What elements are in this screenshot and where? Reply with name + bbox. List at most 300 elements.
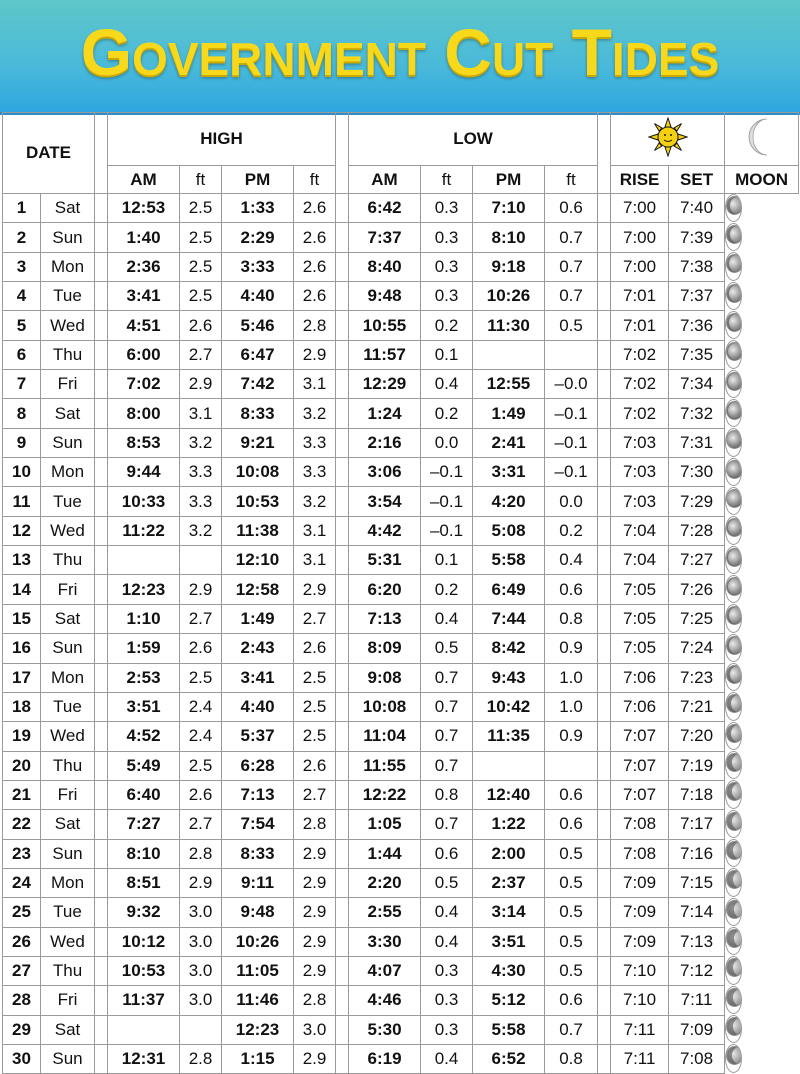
column-gap xyxy=(336,604,349,633)
high-am-time: 9:32 xyxy=(108,898,180,927)
column-gap xyxy=(95,487,108,516)
low-pm-height: 0.5 xyxy=(545,868,598,897)
low-pm-height: 0.7 xyxy=(545,223,598,252)
day-name: Wed xyxy=(41,722,95,751)
day-number: 26 xyxy=(3,927,41,956)
table-row xyxy=(3,751,799,780)
high-am-height: 2.5 xyxy=(180,252,222,281)
moon-phase-icon xyxy=(726,841,742,860)
low-pm-time: 4:30 xyxy=(473,956,545,985)
sunset-time: 7:27 xyxy=(669,546,725,575)
moon-phase-icon xyxy=(726,313,742,332)
column-gap xyxy=(95,311,108,340)
high-am-height: 2.7 xyxy=(180,340,222,369)
low-am-time: 8:40 xyxy=(349,252,421,281)
high-pm-time: 6:28 xyxy=(222,751,294,780)
table-row xyxy=(3,546,799,575)
low-pm-time: 3:31 xyxy=(473,458,545,487)
sunrise-time: 7:09 xyxy=(611,927,669,956)
sunset-time: 7:29 xyxy=(669,487,725,516)
low-am-height: 0.7 xyxy=(421,692,473,721)
column-gap xyxy=(95,282,108,311)
column-gap xyxy=(95,722,108,751)
low-am-height: 0.0 xyxy=(421,428,473,457)
low-am-height: 0.4 xyxy=(421,604,473,633)
sunrise-time: 7:04 xyxy=(611,516,669,545)
low-am-time: 5:31 xyxy=(349,546,421,575)
column-gap xyxy=(95,663,108,692)
set-header: SET xyxy=(669,166,725,194)
high-pm-height: 3.1 xyxy=(294,370,336,399)
sunset-time: 7:26 xyxy=(669,575,725,604)
tide-rows xyxy=(3,194,799,1074)
low-am-height: 0.2 xyxy=(421,575,473,604)
high-pm-time: 12:58 xyxy=(222,575,294,604)
low-am-height: 0.7 xyxy=(421,751,473,780)
low-am-height: 0.4 xyxy=(421,927,473,956)
low-pm-time: 3:14 xyxy=(473,898,545,927)
table-row xyxy=(3,780,799,809)
sunrise-time: 7:05 xyxy=(611,575,669,604)
high-am-time: 10:33 xyxy=(108,487,180,516)
column-gap xyxy=(598,340,611,369)
column-gap xyxy=(598,516,611,545)
sunset-time: 7:38 xyxy=(669,252,725,281)
high-pm-time: 7:13 xyxy=(222,780,294,809)
column-gap xyxy=(95,458,108,487)
day-number: 19 xyxy=(3,722,41,751)
moon-phase-icon xyxy=(726,753,742,772)
day-number: 30 xyxy=(3,1044,41,1073)
moon-phase xyxy=(725,927,742,955)
low-pm-height xyxy=(545,751,598,780)
day-name: Tue xyxy=(41,487,95,516)
high-am-time: 3:51 xyxy=(108,692,180,721)
table-row xyxy=(3,663,799,692)
sunrise-time: 7:07 xyxy=(611,751,669,780)
high-am-time: 11:37 xyxy=(108,986,180,1015)
column-gap xyxy=(95,1044,108,1073)
high-pm-height: 2.8 xyxy=(294,986,336,1015)
high-am-time xyxy=(108,546,180,575)
low-am-height: 0.1 xyxy=(421,340,473,369)
day-number: 20 xyxy=(3,751,41,780)
day-number: 13 xyxy=(3,546,41,575)
day-name: Sat xyxy=(41,399,95,428)
table-row xyxy=(3,340,799,369)
column-gap xyxy=(336,722,349,751)
high-pm-height: 2.5 xyxy=(294,722,336,751)
sunset-time: 7:30 xyxy=(669,458,725,487)
high-am-header: AM xyxy=(108,166,180,194)
low-am-height: 0.7 xyxy=(421,722,473,751)
high-am-height: 3.0 xyxy=(180,898,222,927)
day-number: 17 xyxy=(3,663,41,692)
column-gap xyxy=(336,340,349,369)
high-am-height: 3.3 xyxy=(180,487,222,516)
day-number: 6 xyxy=(3,340,41,369)
moon-phase-icon xyxy=(726,929,742,948)
low-pm-time: 5:58 xyxy=(473,546,545,575)
day-number: 21 xyxy=(3,780,41,809)
low-pm-time xyxy=(473,751,545,780)
high-pm-ft-header: ft xyxy=(294,166,336,194)
table-row xyxy=(3,223,799,252)
sunrise-time: 7:00 xyxy=(611,194,669,223)
high-pm-height: 2.9 xyxy=(294,956,336,985)
high-am-time: 6:00 xyxy=(108,340,180,369)
sun-icon xyxy=(648,117,688,162)
low-am-height: 0.5 xyxy=(421,868,473,897)
low-am-height: 0.8 xyxy=(421,780,473,809)
high-pm-height: 2.9 xyxy=(294,868,336,897)
column-gap xyxy=(598,986,611,1015)
high-am-height: 2.4 xyxy=(180,722,222,751)
low-am-height: 0.3 xyxy=(421,986,473,1015)
high-am-time: 6:40 xyxy=(108,780,180,809)
low-pm-time: 8:42 xyxy=(473,634,545,663)
high-am-time: 1:40 xyxy=(108,223,180,252)
low-am-time: 1:05 xyxy=(349,810,421,839)
high-pm-height: 3.1 xyxy=(294,546,336,575)
high-am-time: 12:53 xyxy=(108,194,180,223)
column-gap xyxy=(336,692,349,721)
moon-phase-icon xyxy=(726,430,742,449)
high-pm-height: 3.3 xyxy=(294,428,336,457)
table-row xyxy=(3,956,799,985)
low-pm-height: –0.0 xyxy=(545,370,598,399)
low-am-time: 4:46 xyxy=(349,986,421,1015)
moon-phase xyxy=(725,1015,742,1043)
low-am-height: 0.7 xyxy=(421,810,473,839)
sunset-time: 7:08 xyxy=(669,1044,725,1073)
low-am-time: 8:09 xyxy=(349,634,421,663)
high-am-height xyxy=(180,546,222,575)
high-pm-time: 10:08 xyxy=(222,458,294,487)
day-number: 23 xyxy=(3,839,41,868)
column-gap xyxy=(95,252,108,281)
moon-header-image xyxy=(725,113,799,166)
moon-phase xyxy=(725,839,742,867)
day-name: Fri xyxy=(41,780,95,809)
low-pm-time: 2:00 xyxy=(473,839,545,868)
day-name: Sun xyxy=(41,428,95,457)
high-am-height: 2.5 xyxy=(180,751,222,780)
column-gap xyxy=(598,663,611,692)
low-pm-height: 0.0 xyxy=(545,487,598,516)
low-pm-time: 8:10 xyxy=(473,223,545,252)
low-pm-height: 0.7 xyxy=(545,282,598,311)
moon-phase-icon xyxy=(726,372,742,391)
low-pm-height: 0.7 xyxy=(545,252,598,281)
moon-phase-icon xyxy=(726,548,742,567)
low-pm-height: 0.5 xyxy=(545,839,598,868)
high-pm-time: 10:26 xyxy=(222,927,294,956)
day-name: Thu xyxy=(41,546,95,575)
low-pm-height: 0.7 xyxy=(545,1015,598,1044)
day-number: 5 xyxy=(3,311,41,340)
table-row xyxy=(3,986,799,1015)
moon-phase xyxy=(725,223,742,251)
low-pm-time: 9:18 xyxy=(473,252,545,281)
day-name: Wed xyxy=(41,927,95,956)
column-gap xyxy=(95,956,108,985)
column-gap xyxy=(336,898,349,927)
column-gap xyxy=(95,780,108,809)
moon-phase xyxy=(725,428,742,456)
moon-phase xyxy=(725,194,742,222)
column-gap xyxy=(336,839,349,868)
table-row xyxy=(3,692,799,721)
column-gap xyxy=(336,986,349,1015)
column-gap xyxy=(336,311,349,340)
low-pm-time: 5:08 xyxy=(473,516,545,545)
high-am-height xyxy=(180,1015,222,1044)
day-name: Sat xyxy=(41,194,95,223)
sunset-time: 7:40 xyxy=(669,194,725,223)
column-gap xyxy=(598,458,611,487)
sunset-time: 7:12 xyxy=(669,956,725,985)
table-row xyxy=(3,370,799,399)
day-number: 2 xyxy=(3,223,41,252)
column-gap xyxy=(598,604,611,633)
low-pm-height: 1.0 xyxy=(545,692,598,721)
moon-phase-icon xyxy=(726,988,742,1007)
high-pm-height: 3.3 xyxy=(294,458,336,487)
sunrise-time: 7:07 xyxy=(611,780,669,809)
low-am-time: 9:08 xyxy=(349,663,421,692)
low-am-time: 11:55 xyxy=(349,751,421,780)
column-gap xyxy=(336,634,349,663)
sunrise-time: 7:01 xyxy=(611,282,669,311)
sunrise-time: 7:11 xyxy=(611,1044,669,1073)
low-am-time: 9:48 xyxy=(349,282,421,311)
sunset-time: 7:25 xyxy=(669,604,725,633)
low-pm-ft-header: ft xyxy=(545,166,598,194)
moon-phase xyxy=(725,399,742,427)
moon-phase xyxy=(725,868,742,896)
day-name: Sun xyxy=(41,634,95,663)
sunset-time: 7:15 xyxy=(669,868,725,897)
high-am-time: 4:52 xyxy=(108,722,180,751)
low-pm-height: –0.1 xyxy=(545,399,598,428)
day-name: Mon xyxy=(41,458,95,487)
high-am-time: 7:02 xyxy=(108,370,180,399)
high-am-height: 2.7 xyxy=(180,810,222,839)
high-pm-time: 2:29 xyxy=(222,223,294,252)
column-gap xyxy=(598,956,611,985)
sunrise-time: 7:08 xyxy=(611,810,669,839)
low-pm-height: 0.6 xyxy=(545,194,598,223)
sunset-time: 7:16 xyxy=(669,839,725,868)
high-am-height: 3.1 xyxy=(180,399,222,428)
moon-phase-icon xyxy=(726,489,742,508)
low-am-height: 0.3 xyxy=(421,1015,473,1044)
date-header: DATE xyxy=(3,113,95,194)
day-name: Mon xyxy=(41,252,95,281)
column-gap xyxy=(598,223,611,252)
low-pm-height: –0.1 xyxy=(545,458,598,487)
column-gap xyxy=(95,113,108,194)
high-am-height: 2.9 xyxy=(180,868,222,897)
day-name: Wed xyxy=(41,516,95,545)
column-gap xyxy=(598,780,611,809)
sunset-time: 7:19 xyxy=(669,751,725,780)
column-gap xyxy=(598,927,611,956)
moon-header: MOON xyxy=(725,166,799,194)
column-gap xyxy=(95,810,108,839)
high-am-time xyxy=(108,1015,180,1044)
sunrise-time: 7:01 xyxy=(611,311,669,340)
moon-phase-icon xyxy=(726,225,742,244)
low-pm-time: 1:49 xyxy=(473,399,545,428)
moon-phase xyxy=(725,898,742,926)
low-pm-height xyxy=(545,340,598,369)
moon-phase-icon xyxy=(726,694,742,713)
day-number: 24 xyxy=(3,868,41,897)
day-name: Sat xyxy=(41,810,95,839)
high-am-height: 2.4 xyxy=(180,692,222,721)
moon-phase-icon xyxy=(726,196,742,215)
day-number: 27 xyxy=(3,956,41,985)
sunset-time: 7:34 xyxy=(669,370,725,399)
high-pm-time: 7:54 xyxy=(222,810,294,839)
sunrise-time: 7:00 xyxy=(611,223,669,252)
day-number: 25 xyxy=(3,898,41,927)
column-gap xyxy=(598,311,611,340)
high-pm-height: 2.9 xyxy=(294,839,336,868)
sunrise-time: 7:00 xyxy=(611,252,669,281)
low-am-time: 7:13 xyxy=(349,604,421,633)
sunset-time: 7:32 xyxy=(669,399,725,428)
low-pm-time: 1:22 xyxy=(473,810,545,839)
moon-phase-icon xyxy=(726,518,742,537)
high-pm-time: 12:23 xyxy=(222,1015,294,1044)
moon-phase-icon xyxy=(726,958,742,977)
moon-phase xyxy=(725,751,742,779)
low-am-height: –0.1 xyxy=(421,458,473,487)
column-gap xyxy=(598,839,611,868)
high-pm-time: 6:47 xyxy=(222,340,294,369)
day-number: 16 xyxy=(3,634,41,663)
column-gap xyxy=(336,428,349,457)
low-pm-height: 0.6 xyxy=(545,780,598,809)
high-am-height: 2.5 xyxy=(180,663,222,692)
column-gap xyxy=(336,399,349,428)
low-am-time: 3:30 xyxy=(349,927,421,956)
table-row xyxy=(3,575,799,604)
column-gap xyxy=(95,1015,108,1044)
sunset-time: 7:36 xyxy=(669,311,725,340)
high-pm-time: 12:10 xyxy=(222,546,294,575)
high-header: HIGH xyxy=(108,113,336,166)
low-pm-time: 10:42 xyxy=(473,692,545,721)
low-am-height: 0.4 xyxy=(421,1044,473,1073)
low-pm-time: 2:37 xyxy=(473,868,545,897)
high-pm-time: 9:21 xyxy=(222,428,294,457)
day-number: 4 xyxy=(3,282,41,311)
high-pm-header: PM xyxy=(222,166,294,194)
low-am-time: 11:04 xyxy=(349,722,421,751)
high-pm-height: 2.7 xyxy=(294,780,336,809)
moon-phase-icon xyxy=(726,460,742,479)
low-am-time: 1:24 xyxy=(349,399,421,428)
sunrise-time: 7:09 xyxy=(611,868,669,897)
low-am-height: 0.3 xyxy=(421,194,473,223)
sunset-time: 7:24 xyxy=(669,634,725,663)
moon-phase-icon xyxy=(726,782,742,801)
low-pm-time: 12:55 xyxy=(473,370,545,399)
low-pm-height: 0.9 xyxy=(545,634,598,663)
low-am-height: 0.6 xyxy=(421,839,473,868)
low-am-height: 0.4 xyxy=(421,370,473,399)
moon-phase-icon xyxy=(726,1017,742,1036)
title-banner xyxy=(0,0,800,115)
sunset-time: 7:13 xyxy=(669,927,725,956)
sunrise-time: 7:02 xyxy=(611,340,669,369)
moon-phase xyxy=(725,634,742,662)
table-row xyxy=(3,898,799,927)
column-gap xyxy=(336,370,349,399)
high-pm-height: 2.9 xyxy=(294,927,336,956)
low-pm-time: 5:12 xyxy=(473,986,545,1015)
column-gap xyxy=(336,575,349,604)
high-pm-height: 3.0 xyxy=(294,1015,336,1044)
sunrise-time: 7:02 xyxy=(611,399,669,428)
sunrise-time: 7:11 xyxy=(611,1015,669,1044)
high-am-height: 2.6 xyxy=(180,780,222,809)
day-name: Tue xyxy=(41,898,95,927)
high-am-height: 2.7 xyxy=(180,604,222,633)
column-gap xyxy=(336,223,349,252)
day-name: Mon xyxy=(41,868,95,897)
sunset-time: 7:28 xyxy=(669,516,725,545)
low-am-time: 5:30 xyxy=(349,1015,421,1044)
table-row xyxy=(3,252,799,281)
high-pm-time: 4:40 xyxy=(222,692,294,721)
day-number: 7 xyxy=(3,370,41,399)
sunrise-time: 7:02 xyxy=(611,370,669,399)
high-pm-height: 2.9 xyxy=(294,1044,336,1073)
column-gap xyxy=(336,780,349,809)
low-am-height: 0.5 xyxy=(421,634,473,663)
low-pm-time: 6:52 xyxy=(473,1044,545,1073)
low-am-time: 12:22 xyxy=(349,780,421,809)
moon-phase-icon xyxy=(726,870,742,889)
high-am-height: 2.9 xyxy=(180,575,222,604)
low-pm-time: 6:49 xyxy=(473,575,545,604)
low-am-height: 0.3 xyxy=(421,252,473,281)
page-title: Government Cut Tides xyxy=(80,15,720,89)
high-am-ft-header: ft xyxy=(180,166,222,194)
column-gap xyxy=(336,113,349,194)
low-pm-time: 4:20 xyxy=(473,487,545,516)
high-pm-height: 3.1 xyxy=(294,516,336,545)
table-row xyxy=(3,868,799,897)
low-am-time: 3:06 xyxy=(349,458,421,487)
moon-phase-icon xyxy=(726,342,742,361)
moon-phase xyxy=(725,692,742,720)
sunset-time: 7:31 xyxy=(669,428,725,457)
day-number: 1 xyxy=(3,194,41,223)
column-gap xyxy=(336,751,349,780)
sunset-time: 7:09 xyxy=(669,1015,725,1044)
sunset-time: 7:37 xyxy=(669,282,725,311)
column-gap xyxy=(95,340,108,369)
high-am-height: 2.6 xyxy=(180,311,222,340)
column-gap xyxy=(95,604,108,633)
column-gap xyxy=(336,546,349,575)
